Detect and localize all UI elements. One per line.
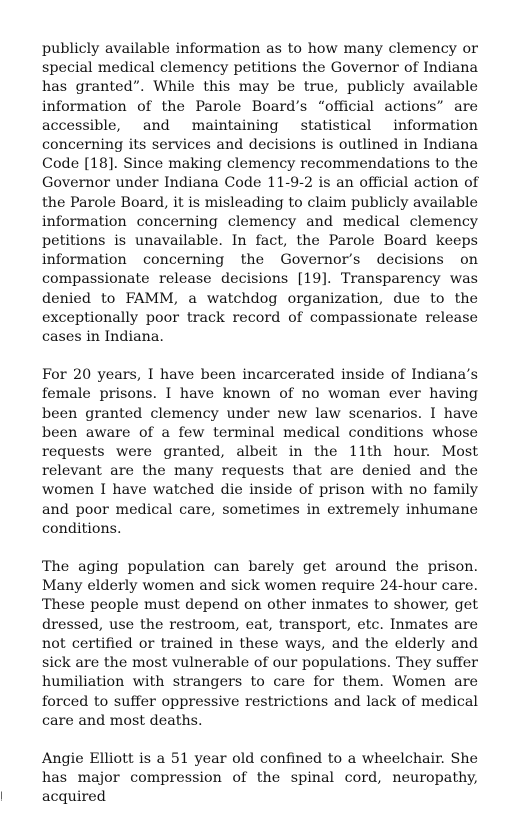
paragraph-2: For 20 years, I have been incarcerated inside of Indiana’s female prisons. I have known of no woman ever having been granted clemency under new law scenarios. I have been aware of a few terminal medical conditions whose requests were granted, albeit in the 11th hour. Most relevant are the many requests that are denied and the women I have watched die inside of prison with no family and poor medical care, sometimes in extremely inhumane conditions.	[42, 367, 478, 537]
scan-corner-mark: ḷ	[0, 791, 3, 802]
paragraph-4: Angie Elliott is a 51 year old confined to a wheelchair. She has major compression of the spinal cord, neuropathy, acquired	[42, 750, 478, 806]
paragraph-1: publicly available information as to how many clemency or special medical clemency petitions the Governor of Indiana has granted”. While this may be true, publicly available information of the Parole Board’s “official actions” are accessible, and maintaining statistical information concerning its services and decisions is outlined in Indiana Code [18]. Since making clemency recommendations to the Governor under Indiana Code 11-9-2 is an official action of the Parole Board, it is misleading to claim publicly available information concerning clemency and medical clemency petitions is unavailable. In fact, the Parole Board keeps information concerning the Governor’s decisions on compassionate release decisions [19]. Transparency was denied to FAMM, a watchdog organization, due to the exceptionally poor track record of compassionate release cases in Indiana.	[42, 41, 478, 346]
body-text	[42, 40, 478, 827]
paragraph-3: The aging population can barely get around the prison. Many elderly women and sick women require 24-hour care. These people must depend on other inmates to shower, get dressed, use the restroom, eat, transport, etc. Inmates are not certified or trained in these ways, and the elderly and sick are the most vulnerable of our populations. They suffer humiliation with strangers to care for them. Women are forced to suffer oppressive restrictions and lack of medical care and most deaths.	[42, 559, 478, 729]
